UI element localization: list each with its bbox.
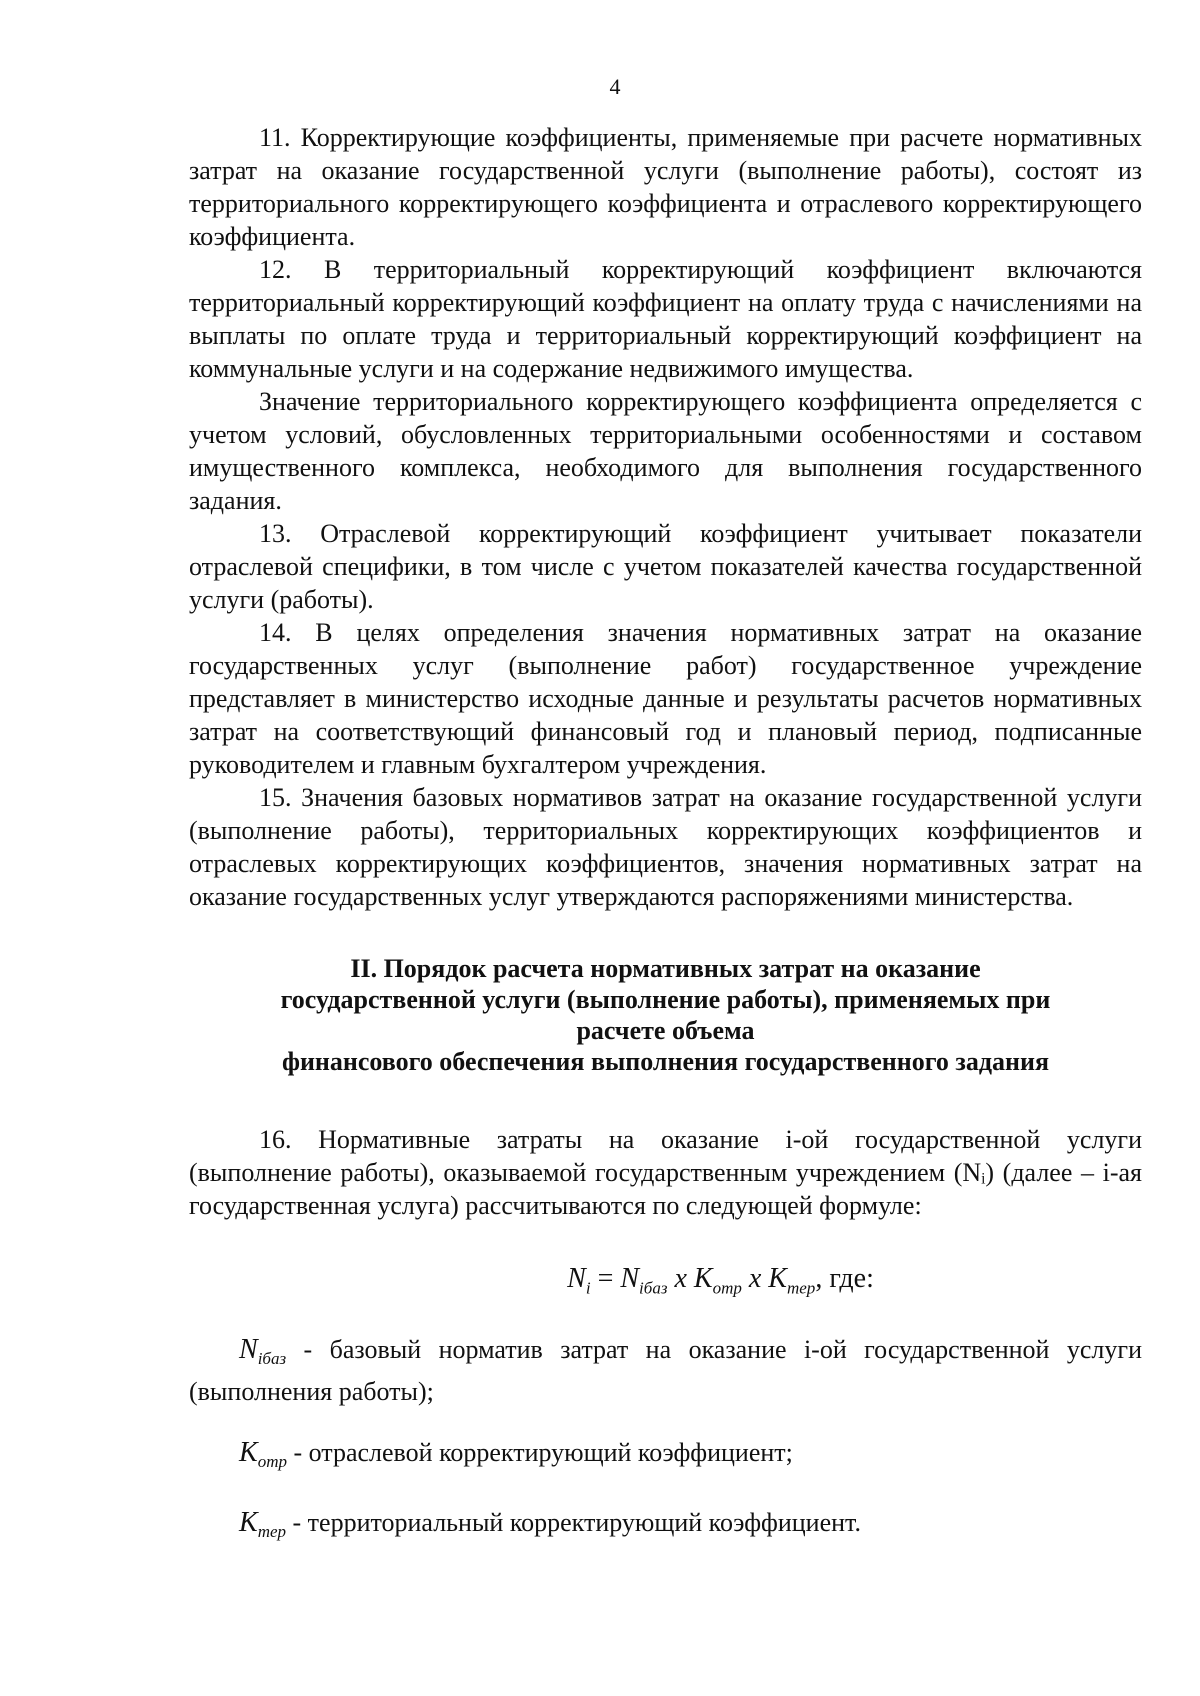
definition-symbol: K: [239, 1436, 258, 1468]
document-body: [189, 121, 1142, 1548]
formula-lhs: N: [567, 1263, 586, 1294]
section-heading-line: расчете объема: [576, 1016, 755, 1045]
section-heading-line: II. Порядок расчета нормативных затрат на оказание: [350, 954, 981, 983]
paragraph-15: 15. Значения базовых нормативов затрат на оказание государственной услуги (выполнение работы), территориальных корректирующих коэффициентов и отраслевых корректирующих коэффициентов, значения нормативных затрат на оказание государственных услуг утверждаются распоряжениями министерства.: [189, 783, 1142, 911]
formula-term-3-sub: тер: [786, 1278, 816, 1298]
paragraph-12-value: Значение территориального корректирующего коэффициента определяется с учетом условий, обусловленных территориальными особенностями и составом имущественного комплекса, необходимого для выполнения государственного задания.: [189, 387, 1142, 515]
definition-n-base: [189, 1333, 1142, 1408]
definition-symbol-sub: отр: [257, 1451, 287, 1471]
definition-symbol-sub: тер: [257, 1522, 287, 1542]
definition-text: - территориальный корректирующий коэффициент.: [286, 1507, 861, 1537]
definition-k-ter: [189, 1506, 1142, 1548]
definition-k-otr: [189, 1436, 1142, 1478]
formula-term-1: N: [620, 1263, 640, 1294]
section-heading-line: государственной услуги (выполнение работы), применяемых при: [280, 985, 1051, 1014]
definition-text: - отраслевой корректирующий коэффициент;: [286, 1437, 793, 1467]
definition-symbol: N: [239, 1333, 258, 1365]
formula-term-1-sub: iбаз: [639, 1278, 668, 1298]
formula-times-2: x: [741, 1263, 769, 1294]
paragraph-14: 14. В целях определения значения нормативных затрат на оказание государственных услуг (выполнение работ) государственное учреждение представляет в министерство исходные данные и результаты расчетов нормативных затрат на соответствующий финансовый год и плановый период, подписанные руководителем и главным бухгалтером учреждения.: [189, 618, 1142, 779]
paragraph-13: 13. Отраслевой корректирующий коэффициент учитывает показатели отраслевой специфики, в том числе с учетом показателей качества государственной услуги (работы).: [189, 519, 1142, 614]
formula-term-3: K: [768, 1263, 787, 1294]
definition-text: - базовый норматив затрат на оказание i-ой государственной услуги (выполнения работы);: [189, 1334, 1142, 1406]
formula-tail: , где:: [815, 1263, 874, 1294]
formula-eq: =: [590, 1263, 621, 1294]
formula-lhs-sub: i: [585, 1278, 591, 1298]
formula-term-2-sub: отр: [712, 1278, 742, 1298]
paragraph-11: 11. Корректирующие коэффициенты, применяемые при расчете нормативных затрат на оказание государственной услуги (выполнение работы), состоят из территориального корректирующего коэффициента и отраслевого корректирующего коэффициента.: [189, 123, 1142, 251]
formula: [189, 1262, 1142, 1305]
page-number: 4: [609, 74, 621, 99]
formula-times-1: x: [667, 1263, 694, 1294]
definition-symbol-sub: iбаз: [257, 1348, 287, 1368]
section-heading-line: финансового обеспечения выполнения государственного задания: [281, 1047, 1050, 1076]
formula-term-2: K: [693, 1263, 713, 1294]
paragraph-12: 12. В территориальный корректирующий коэффициент включаются территориальный корректирующий коэффициент на оплату труда с начислениями на выплаты по оплате труда и территориальный корректирующий коэффициент на коммунальные услуги и на содержание недвижимого имущества.: [189, 255, 1142, 383]
section-heading: [189, 953, 1142, 1077]
paragraph-16: 16. Нормативные затраты на оказание i-ой государственной услуги (выполнение работы), оказываемой государственным учреждением (Nᵢ) (далее – i-ая государственная услуга) рассчитываются по следующей формуле:: [189, 1125, 1142, 1220]
definition-symbol: K: [239, 1506, 258, 1538]
